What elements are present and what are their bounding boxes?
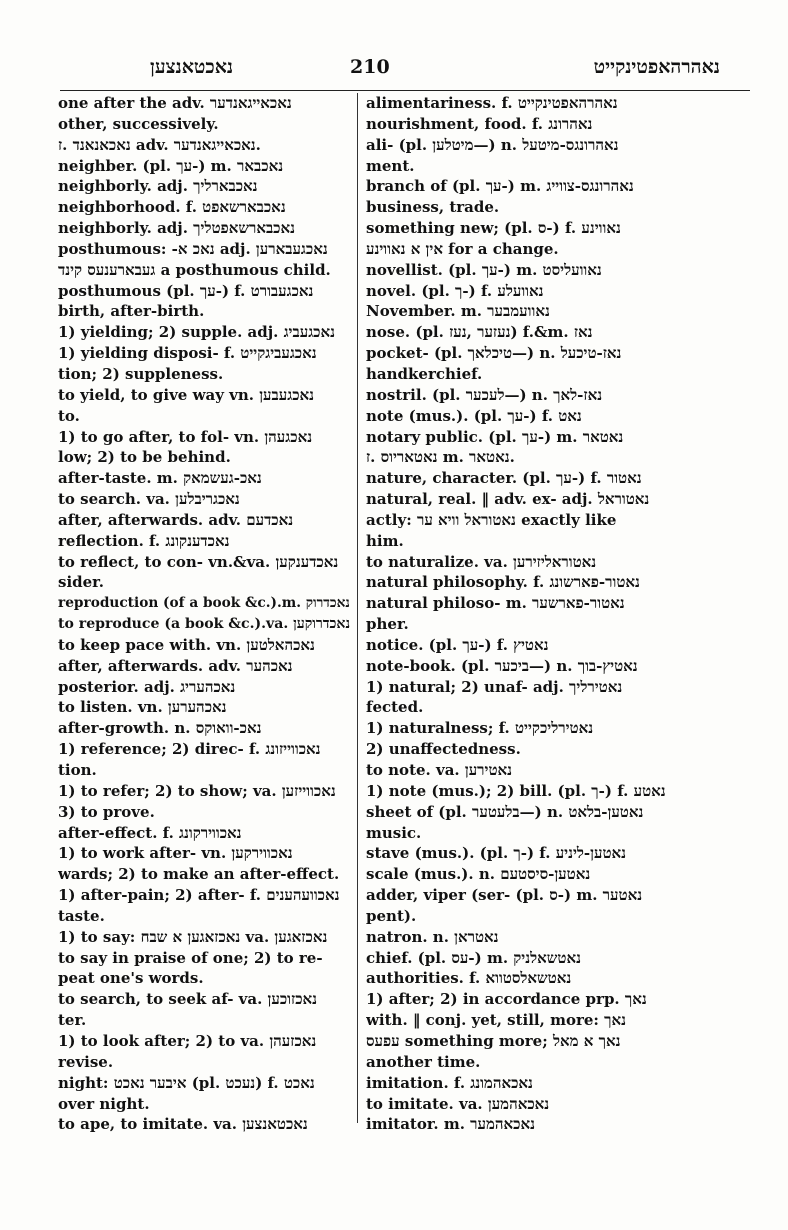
dictionary-line: reflection. f. נאכדענקונג <box>58 531 230 550</box>
dictionary-line: 1) to work after- vn. נאכווירקען <box>58 844 293 863</box>
dictionary-line: 1) yielding disposi- f. נאכגעביגקייט <box>58 344 317 363</box>
dictionary-line: after-effect. f. נאכווירקונג <box>58 823 242 842</box>
dictionary-line: branch of (pl. עך-) m. נאהרונגס-צווייג <box>366 177 634 196</box>
dictionary-line: 1) after; 2) in accordance prp. נאך <box>366 990 647 1009</box>
dictionary-line: natron. n. נאטראן <box>366 927 499 946</box>
dictionary-line: 1) natural; 2) unaf- adj. נאטירליך <box>366 677 623 696</box>
dictionary-line: posterior. adj. נאכהעריג <box>58 677 236 696</box>
dictionary-line: 1) to look after; 2) to va. נאכזעהן <box>58 1031 317 1050</box>
dictionary-line: to keep pace with. vn. נאכהאלטען <box>58 635 315 654</box>
dictionary-line: to ape, to imitate. va. נאכטאנצען <box>58 1115 308 1134</box>
dictionary-line: to reproduce (a book &c.).va. נאכדרוקען <box>58 616 350 633</box>
dictionary-line: posthumous: -נאכ א adj. נאכגעבארען <box>58 239 328 258</box>
page-number: 210 <box>350 56 390 78</box>
dictionary-line: to listen. vn. נאכהערען <box>58 698 227 717</box>
dictionary-line: sheet of (pl. בלעטער—) n. נאטען-בלאט <box>366 802 644 821</box>
dictionary-line: low; 2) to be behind. <box>58 448 231 467</box>
dictionary-line: over night. <box>58 1094 150 1113</box>
dictionary-line: nature, character. (pl. עך-) f. נאטור <box>366 469 642 488</box>
dictionary-line: עפעס something more; נאך א מאל <box>366 1031 621 1050</box>
dictionary-line: to yield, to give way vn. נאכגעבען <box>58 385 315 404</box>
dictionary-line: novellist. (pl. עך-) m. נאוועליסט <box>366 260 602 279</box>
dictionary-line: 1) to refer; 2) to show; va. נאכווייזען <box>58 781 336 800</box>
dictionary-line: notice. (pl. עך-) f. נאטיץ <box>366 635 549 654</box>
dictionary-line: novel. (pl. ך-) f. נאוועלע <box>366 281 544 300</box>
dictionary-line: wards; 2) to make an after-effect. <box>58 865 340 884</box>
dictionary-line: another time. <box>366 1052 481 1071</box>
dictionary-line: pher. <box>366 615 409 634</box>
dictionary-line: to imitate. va. נאכאהמען <box>366 1094 550 1113</box>
dictionary-line: געבארענעס קינד a posthumous child. <box>58 260 331 279</box>
dictionary-line: neighber. (pl. עך-) m. נאכבאר <box>58 156 284 175</box>
dictionary-line: to reflect, to con- vn.&va. נאכדענקען <box>58 552 339 571</box>
dictionary-line: fected. <box>366 698 424 717</box>
dictionary-line: 1) note (mus.); 2) bill. (pl. ך-) f. נאטע <box>366 781 666 800</box>
dictionary-line: taste. <box>58 906 105 925</box>
dictionary-line: to note. va. נאטירען <box>366 761 513 779</box>
dictionary-line: after, afterwards. adv. נאכהער <box>58 656 293 675</box>
dictionary-line: after-taste. m. נאכ-געשמאק <box>58 469 262 488</box>
dictionary-line: nose. (pl. נעזער ,נעז) f.&m. נאז <box>366 323 593 342</box>
dictionary-line: alimentariness. f. נאהרהאפטינקייט <box>366 94 618 112</box>
dictionary-line: one after the adv. נאכאייגאנדער <box>58 94 292 112</box>
dictionary-line: note-book. (pl. ביכער—) n. נאטיץ-בוך <box>366 656 638 675</box>
dictionary-line: natural philoso- m. נאטור-פארשער <box>366 594 625 613</box>
dictionary-line: to say in praise of one; 2) to re- <box>58 948 323 967</box>
dictionary-line: natural, real. ‖ adv. ex- adj. נאטוראל <box>366 490 650 509</box>
dictionary-line: with. ‖ conj. yet, still, more: נאך <box>366 1011 627 1030</box>
page-header <box>60 56 750 88</box>
dictionary-line: natural philosophy. f. נאטור-פארשונג <box>366 573 640 592</box>
dictionary-line: to naturalize. va. נאטוראליזירען <box>366 552 597 571</box>
dictionary-line: night: איבער נאכט (pl. נעכט) f. נאכט <box>58 1073 315 1092</box>
dictionary-line: to. <box>58 406 80 425</box>
dictionary-line: נאטאריוס .ז m. נאטאר. <box>366 448 515 467</box>
dictionary-line: נאכאנאנד .ז adv. נאכאייגאנדער. <box>58 135 261 154</box>
dictionary-line: music. <box>366 823 422 842</box>
dictionary-line: notary public. (pl. עך-) m. נאטאר <box>366 427 624 446</box>
dictionary-line: neighborly. adj. נאכבארשאפטליך <box>58 219 296 238</box>
running-head-left: נאכטאנצען <box>150 56 234 78</box>
dictionary-line: 1) naturalness; f. נאטירליכקייט <box>366 719 594 738</box>
dictionary-line: November. m. נאוועמבער <box>366 302 550 321</box>
dictionary-line: imitator. m. נאכאהמער <box>366 1115 535 1134</box>
dictionary-line: nostril. (pl. לעכער—) n. נאז-לאך <box>366 385 603 404</box>
dictionary-line: neighborhood. f. נאכבארשאפט <box>58 198 286 217</box>
dictionary-line: revise. <box>58 1052 114 1071</box>
dictionary-line: reproduction (of a book &c.).m. נאכדרוק <box>58 595 350 612</box>
header-rule <box>60 90 750 91</box>
dictionary-line: 1) to go after, to fol- vn. נאכגעהן <box>58 427 313 446</box>
dictionary-line: pent). <box>366 906 417 925</box>
dictionary-line: birth, after-birth. <box>58 302 205 321</box>
dictionary-line: ment. <box>366 156 415 175</box>
dictionary-line: 1) yielding; 2) supple. adj. נאכגעביג <box>58 323 336 342</box>
dictionary-line: posthumous (pl. עך-) f. נאכגעבורט <box>58 281 314 300</box>
dictionary-line: neighborly. adj. נאכבארליך <box>58 177 258 196</box>
column-divider <box>357 93 358 1123</box>
running-head-right: נאהרהאפטינקייט <box>593 56 720 78</box>
dictionary-line: actly: נאטוראל וויא ער exactly like <box>366 510 617 529</box>
right-column <box>366 93 738 1135</box>
left-column <box>58 93 350 1135</box>
dictionary-line: to search, to seek af- va. נאכזוכען <box>58 990 318 1009</box>
dictionary-line: 1) reference; 2) direc- f. נאכווייזונג <box>58 740 321 759</box>
dictionary-line: other, successively. <box>58 114 219 133</box>
dictionary-line: 1) to say: נאכזאגען א שבח va. נאכזאגען <box>58 927 328 946</box>
dictionary-line: business, trade. <box>366 198 500 217</box>
dictionary-line: him. <box>366 531 404 550</box>
dictionary-line: 1) after-pain; 2) after- f. נאכוועהענים <box>58 886 340 905</box>
dictionary-line: after-growth. n. נאכ-וואוקס <box>58 719 262 738</box>
dictionary-line: אין א נאווינע for a change. <box>366 239 559 258</box>
dictionary-line: something new; (pl. ס-) f. נאווינע <box>366 219 621 238</box>
dictionary-line: tion. <box>58 761 97 779</box>
dictionary-line: ali- (pl. מיטלען—) n. נאהרונגס-מיטעל <box>366 135 619 154</box>
dictionary-line: imitation. f. נאכאהמונג <box>366 1073 533 1092</box>
dictionary-line: adder, viper (ser- (pl. ס-) m. נאטער <box>366 886 643 905</box>
dictionary-line: after, afterwards. adv. נאכדעם <box>58 510 294 529</box>
dictionary-line: chief. (pl. עס-) m. נאטשאלניק <box>366 948 581 967</box>
dictionary-line: 2) unaffectedness. <box>366 740 521 759</box>
dictionary-line: ter. <box>58 1011 87 1030</box>
dictionary-line: note (mus.). (pl. עך-) f. נאט <box>366 406 582 425</box>
dictionary-line: pocket- (pl. טיכלאך—) n. נאז-טיכעל <box>366 344 622 363</box>
dictionary-line: 3) to prove. <box>58 802 155 821</box>
dictionary-line: handkerchief. <box>366 364 483 383</box>
dictionary-line: nourishment, food. f. נאהרונג <box>366 114 593 133</box>
dictionary-line: scale (mus.). n. נאטען-סיסטעם <box>366 865 591 884</box>
dictionary-line: sider. <box>58 573 104 592</box>
dictionary-line: to search. va. נאכגריבלען <box>58 490 240 509</box>
dictionary-line: tion; 2) suppleness. <box>58 364 224 383</box>
dictionary-line: authorities. f. נאטשאלסטווא <box>366 969 572 988</box>
dictionary-line: stave (mus.). (pl. ך-) f. נאטען-ליניע <box>366 844 627 863</box>
dictionary-line: peat one's words. <box>58 969 204 988</box>
